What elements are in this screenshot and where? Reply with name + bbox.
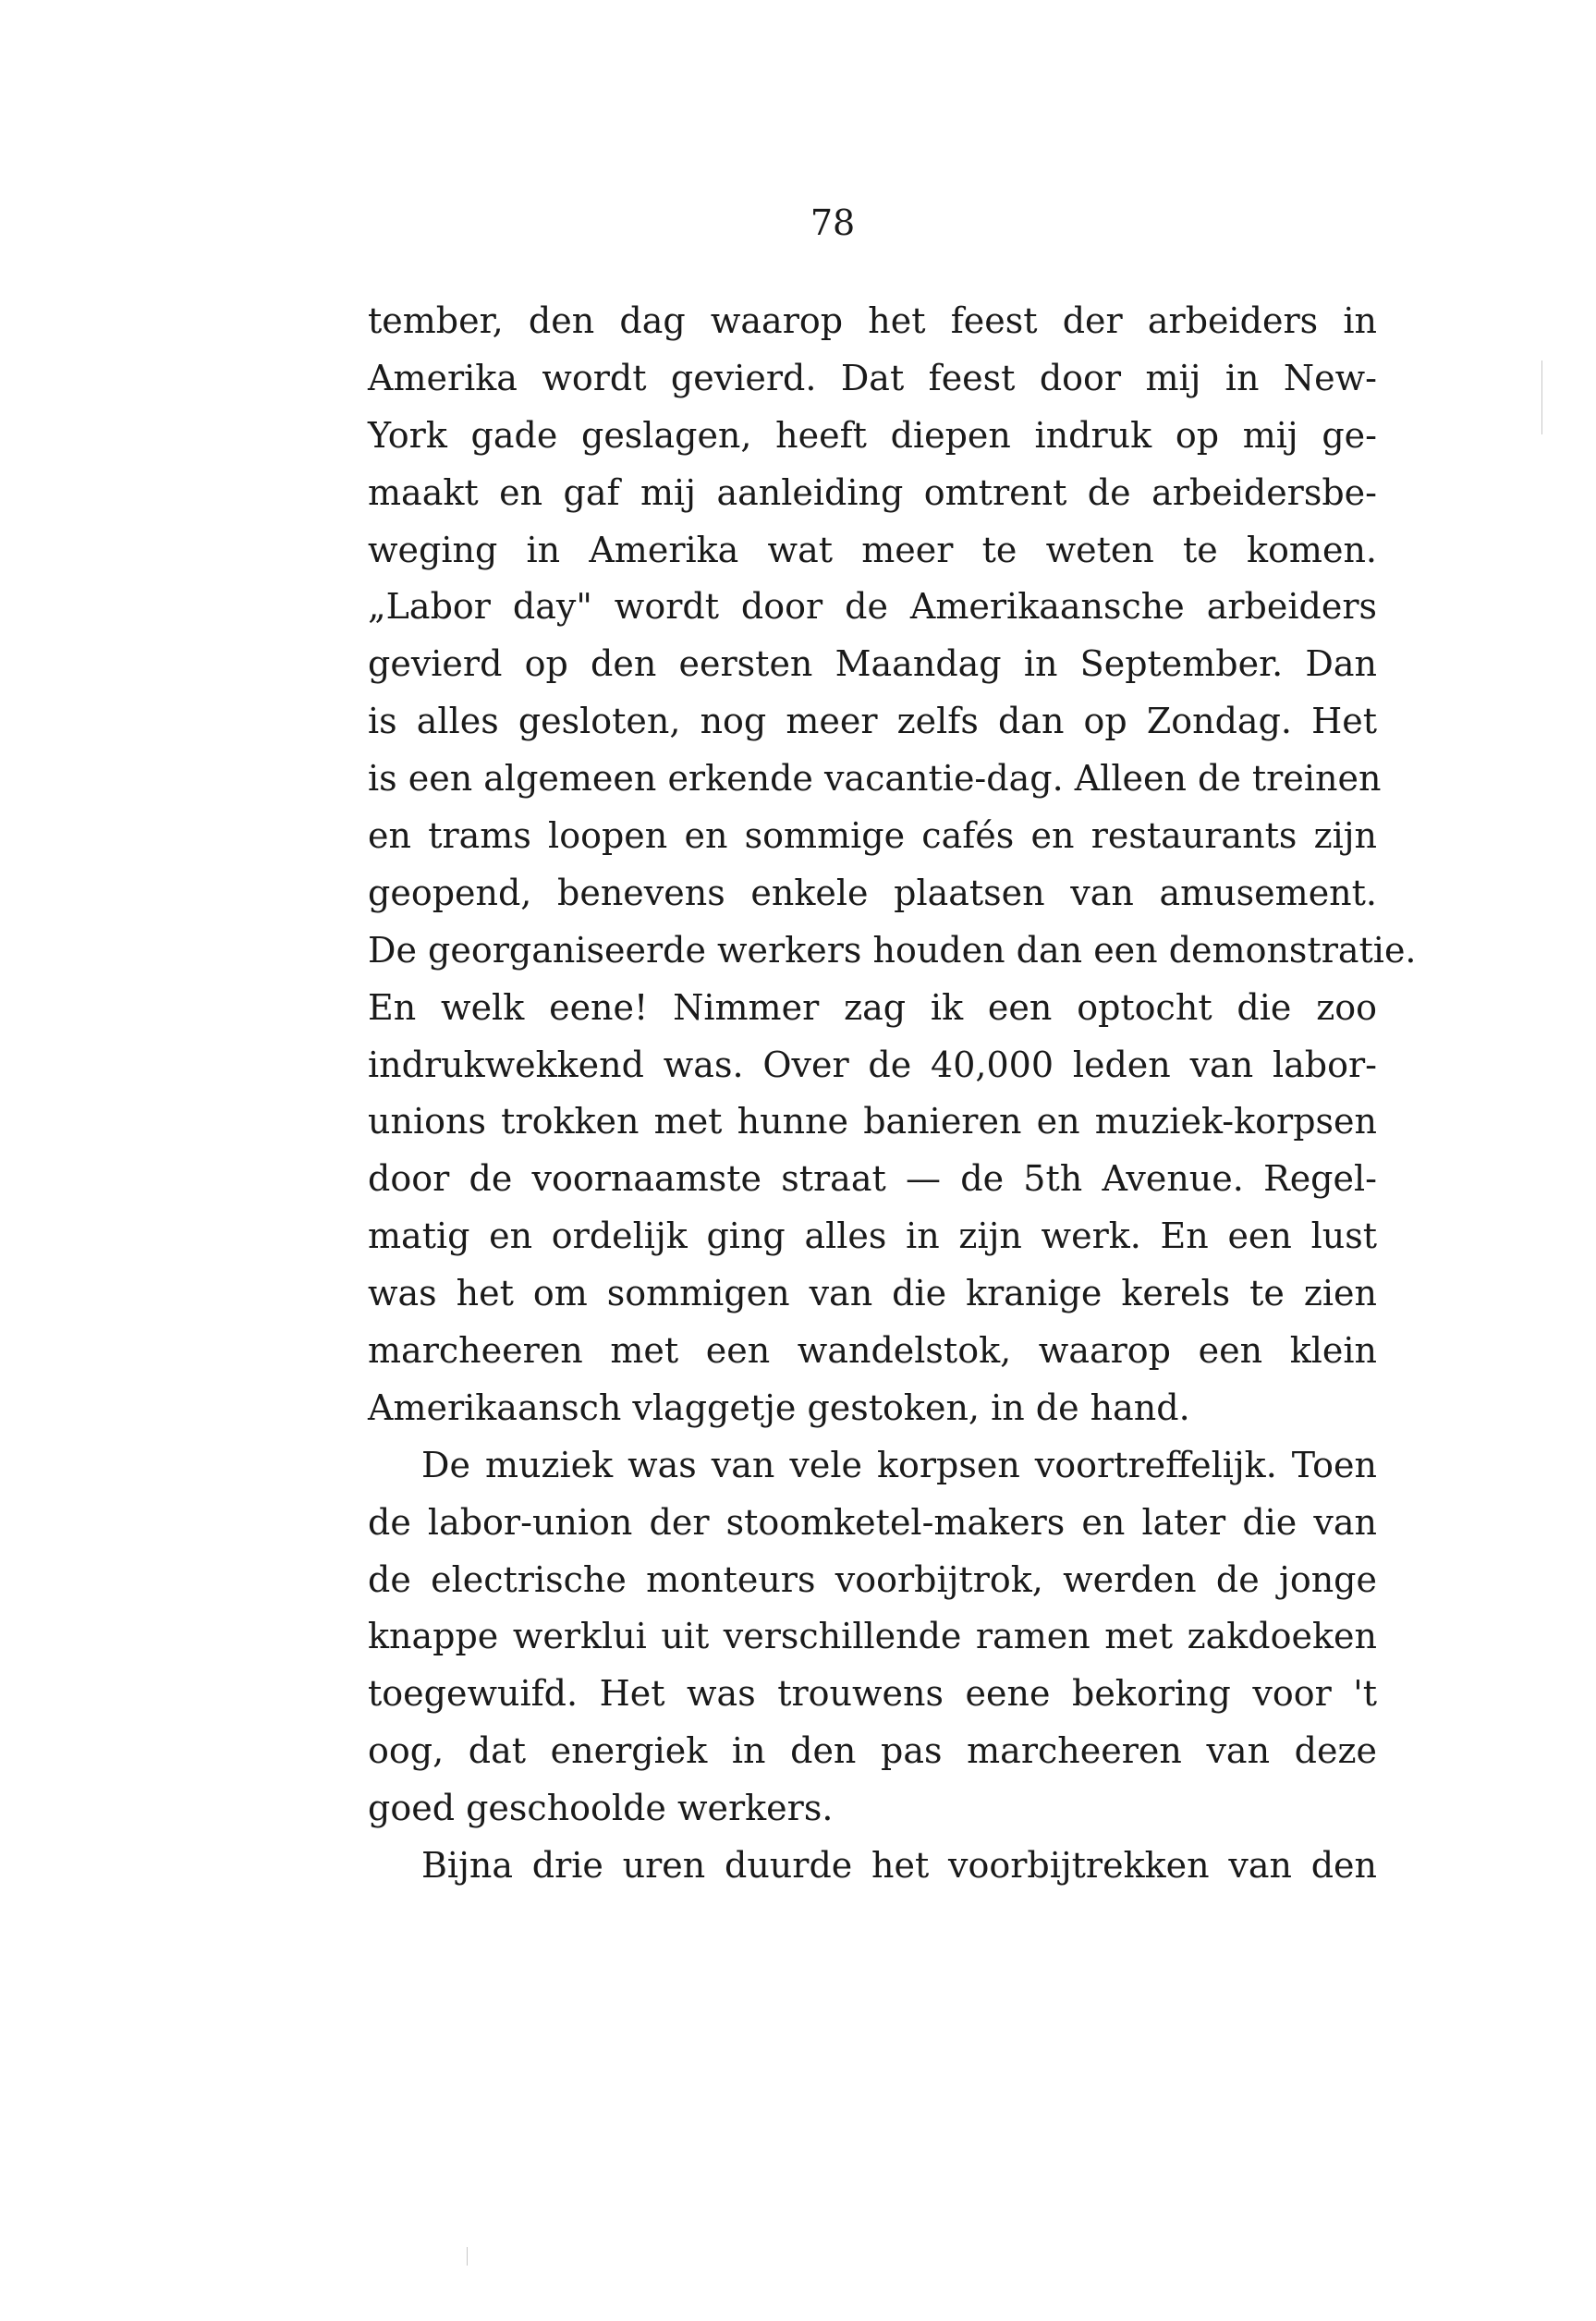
text-line: tember, den dag waarop het feest der arbeiders in	[368, 300, 1377, 341]
text-line: marcheeren met een wandelstok, waarop een klein	[368, 1330, 1377, 1372]
text-line: was het om sommigen van die kranige kerels te zien	[368, 1273, 1377, 1314]
text-line: toegewuifd. Het was trouwens eene bekoring voor 't	[368, 1673, 1377, 1715]
body-text	[368, 293, 1417, 1895]
text-line: oog, dat energiek in den pas marcheeren van deze	[368, 1730, 1377, 1772]
text-line: en trams loopen en sommige cafés en restaurants zijn	[368, 815, 1377, 857]
text-line: is alles gesloten, nog meer zelfs dan op Zondag. Het	[368, 701, 1377, 742]
text-line: de labor-union der stoomketel-makers en later die van	[368, 1501, 1377, 1543]
scan-edge-mark	[1541, 360, 1542, 434]
text-line: weging in Amerika wat meer te weten te komen.	[368, 529, 1377, 570]
text-line: Amerika wordt gevierd. Dat feest door mij in New-	[368, 357, 1377, 398]
text-line: geopend, benevens enkele plaatsen van amusement.	[368, 872, 1377, 913]
text-line: indrukwekkend was. Over de 40,000 leden van labor-	[368, 1044, 1377, 1085]
paragraph-start-line: Bijna drie uren duurde het voorbijtrekken van den	[421, 1845, 1377, 1887]
text-line: En welk eene! Nimmer zag ik een optocht die zoo	[368, 986, 1377, 1028]
text-line: door de voornaamste straat — de 5th Avenue. Regel-	[368, 1158, 1377, 1200]
text-line: York gade geslagen, heeft diepen indruk op mij ge-	[368, 414, 1377, 456]
text-line: matig en ordelijk ging alles in zijn werk. En een lust	[368, 1215, 1377, 1257]
scan-edge-mark	[467, 2247, 468, 2266]
text-line: unions trokken met hunne banieren en muziek-korpsen	[368, 1101, 1377, 1142]
text-line: „Labor day" wordt door de Amerikaansche arbeiders	[368, 586, 1377, 628]
paragraph-start-line: De muziek was van vele korpsen voortreffelijk. Toen	[421, 1444, 1377, 1485]
text-line: gevierd op den eersten Maandag in September. Dan	[368, 643, 1377, 685]
text-line: knappe werklui uit verschillende ramen met zakdoeken	[368, 1616, 1377, 1657]
text-line: de electrische monteurs voorbijtrok, werden de jonge	[368, 1558, 1377, 1600]
text-line: maakt en gaf mij aanleiding omtrent de arbeidersbe-	[368, 471, 1377, 513]
paragraph-end-line: Amerikaansch vlaggetje gestoken, in de hand.	[368, 1386, 1190, 1428]
text-line: De georganiseerde werkers houden dan een demonstratie.	[368, 929, 1417, 971]
paragraph-end-line: goed geschoolde werkers.	[368, 1788, 834, 1829]
page-number: 78	[810, 202, 856, 243]
text-line: is een algemeen erkende vacantie-dag. Alleen de treinen	[368, 758, 1382, 800]
